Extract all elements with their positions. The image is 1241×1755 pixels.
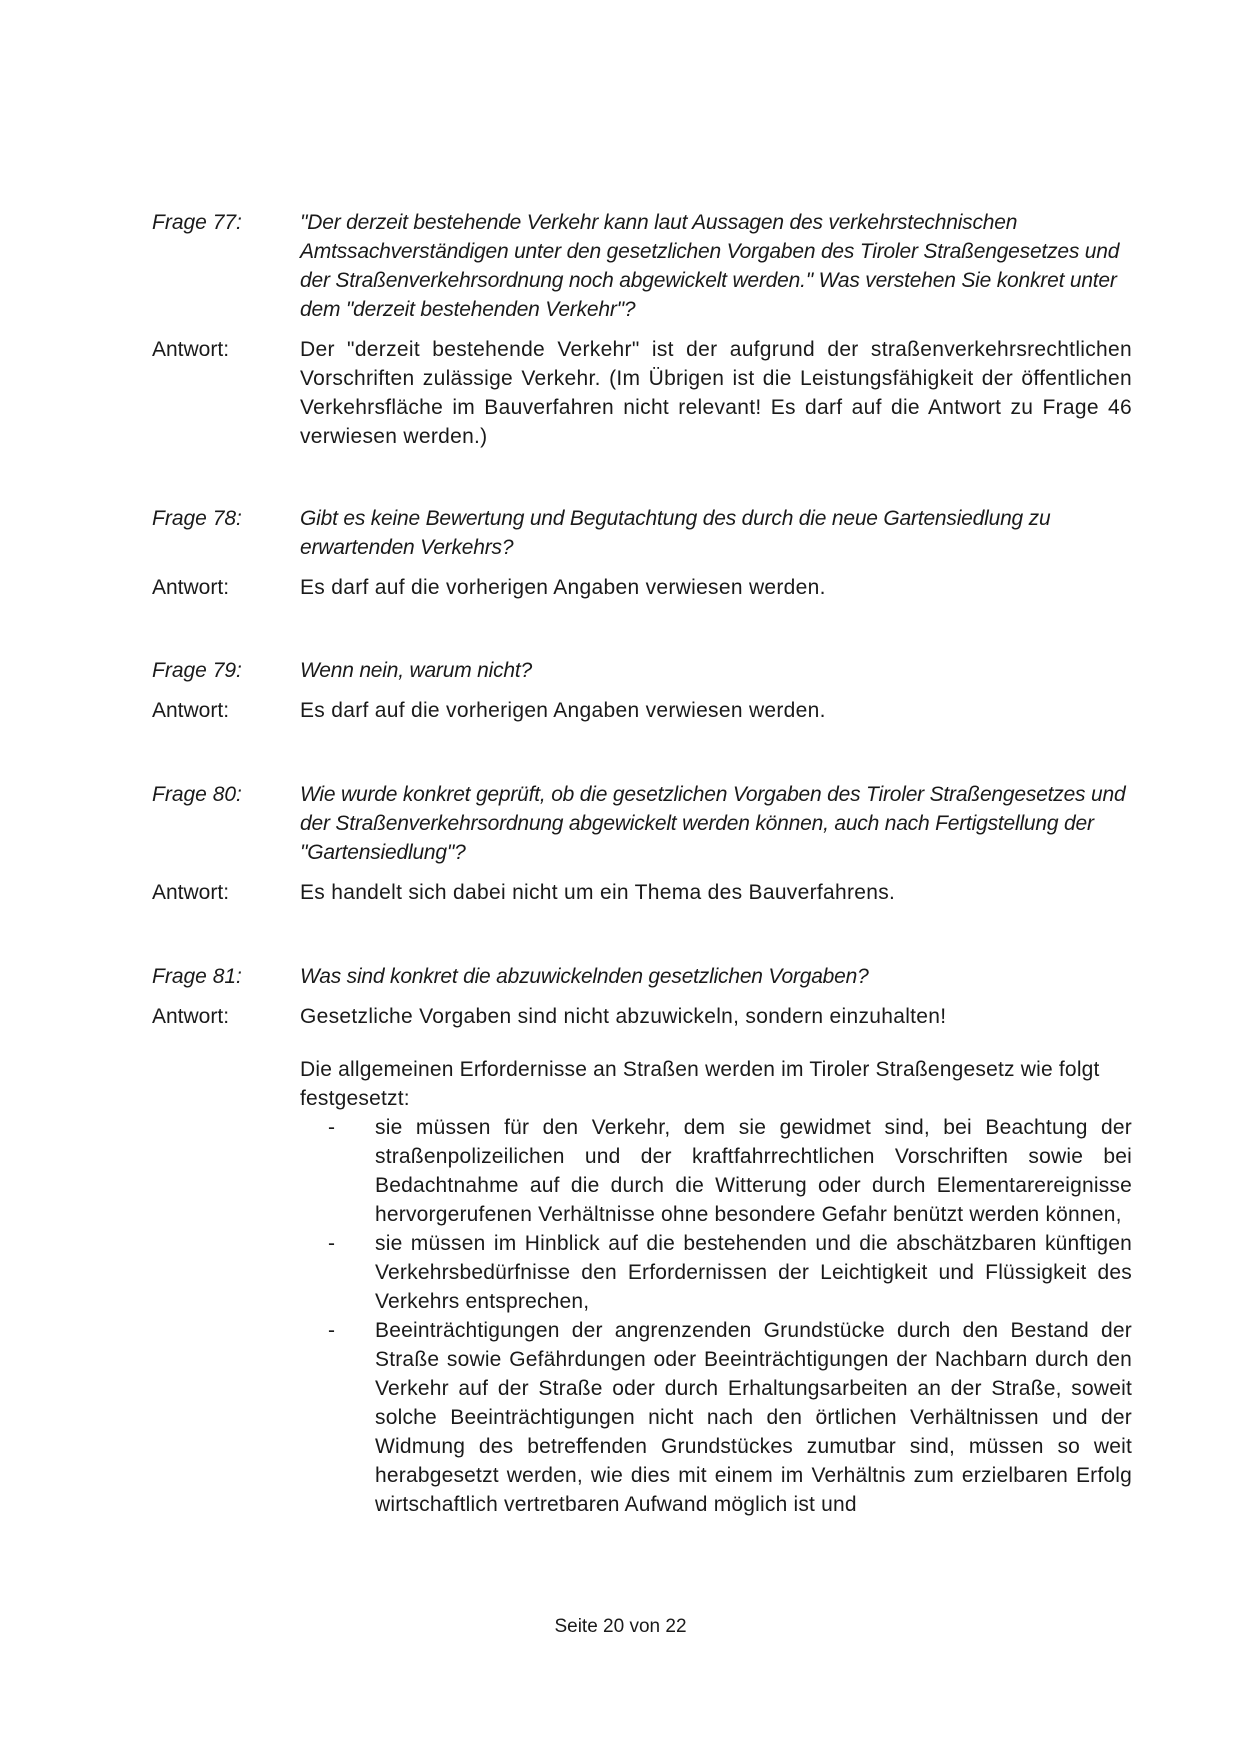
list-item (300, 1113, 1132, 1229)
dash-bullet-icon: - (328, 1319, 335, 1342)
qa-block-78 (152, 504, 1132, 602)
question-text: Gibt es keine Bewertung und Begutachtung des durch die neue Gartensiedlung zu erwartenden Verkehrs? (300, 507, 1051, 559)
question-row (152, 208, 1132, 324)
answer-label: Antwort: (152, 1005, 230, 1028)
question-row (152, 962, 1132, 991)
question-label: Frage 80: (152, 783, 242, 806)
requirements-list (300, 1113, 1132, 1519)
question-text: Wenn nein, warum nicht? (300, 659, 532, 682)
answer-continuation-row (152, 1055, 1132, 1519)
question-row (152, 504, 1132, 562)
answer-label: Antwort: (152, 338, 230, 361)
list-item-text: sie müssen im Hinblick auf die bestehenden und die abschätzbaren künftigen Verkehrsbedürfnisse den Erfordernissen der Leichtigkeit und Flüssigkeit des Verkehrs entsprechen, (375, 1232, 1132, 1313)
answer-row (152, 1002, 1132, 1031)
answer-label: Antwort: (152, 699, 230, 722)
answer-row (152, 696, 1132, 725)
answer-label: Antwort: (152, 576, 230, 599)
answer-text: Gesetzliche Vorgaben sind nicht abzuwickeln, sondern einzuhalten! (300, 1005, 947, 1028)
question-text: "Der derzeit bestehende Verkehr kann laut Aussagen des verkehrstechnischen Amtssachverständigen unter den gesetzlichen Vorgaben des Tiroler Straßengesetzes und der Straßenverkehrsordnung noch abgewickelt werden." Was verstehen Sie konkret unter dem "derzeit bestehenden Verkehr"? (300, 211, 1120, 321)
question-label: Frage 78: (152, 507, 242, 530)
question-row (152, 656, 1132, 685)
dash-bullet-icon: - (328, 1116, 335, 1139)
page-footer: Seite 20 von 22 (554, 1616, 687, 1637)
list-item-text: Beeinträchtigungen der angrenzenden Grundstücke durch den Bestand der Straße sowie Gefährdungen oder Beeinträchtigungen der Nachbarn durch den Verkehr auf der Straße oder durch Erhaltungsarbeiten an der Straße, soweit solche Beeinträchtigungen nicht nach den örtlichen Verhältnissen und der Widmung des betreffenden Grundstückes zumutbar sind, müssen so weit herabgesetzt werden, wie dies mit einem im Verhältnis zum erzielbaren Erfolg wirtschaftlich vertretbaren Aufwand möglich ist und (375, 1319, 1132, 1516)
answer-text: Es darf auf die vorherigen Angaben verwiesen werden. (300, 699, 826, 722)
answer-row (152, 573, 1132, 602)
qa-block-81 (152, 962, 1132, 1519)
question-row (152, 780, 1132, 867)
answer-paragraph (300, 1055, 1132, 1519)
intro-paragraph: Die allgemeinen Erfordernisse an Straßen werden im Tiroler Straßengesetz wie folgt festgesetzt: (300, 1058, 1100, 1110)
question-label: Frage 81: (152, 965, 242, 988)
answer-row (152, 878, 1132, 907)
question-text: Wie wurde konkret geprüft, ob die gesetzlichen Vorgaben des Tiroler Straßengesetzes und der Straßenverkehrsordnung abgewickelt werden können, auch nach Fertigstellung der "Gartensiedlung"? (300, 783, 1126, 864)
list-item (300, 1229, 1132, 1316)
answer-text: Es darf auf die vorherigen Angaben verwiesen werden. (300, 576, 826, 599)
answer-label: Antwort: (152, 881, 230, 904)
list-item (300, 1316, 1132, 1519)
list-item-text: sie müssen für den Verkehr, dem sie gewidmet sind, bei Beachtung der straßenpolizeilichen und der kraftfahrrechtlichen Vorschriften sowie bei Bedachtnahme auf die durch die Witterung oder durch Elementarereignisse hervorgerufenen Verhältnisse ohne besondere Gefahr benützt werden können, (375, 1116, 1132, 1226)
question-label: Frage 79: (152, 659, 242, 682)
question-text: Was sind konkret die abzuwickelnden gesetzlichen Vorgaben? (300, 965, 869, 988)
answer-text: Der "derzeit bestehende Verkehr" ist der aufgrund der straßenverkehrsrechtlichen Vorschriften zulässige Verkehr. (Im Übrigen ist die Leistungsfähigkeit der öffentlichen Verkehrsfläche im Bauverfahren nicht relevant! Es darf auf die Antwort zu Frage 46 verwiesen werden.) (300, 338, 1132, 448)
answer-text: Es handelt sich dabei nicht um ein Thema des Bauverfahrens. (300, 881, 896, 904)
qa-block-77 (152, 208, 1132, 451)
question-label: Frage 77: (152, 211, 242, 234)
qa-block-80 (152, 780, 1132, 907)
dash-bullet-icon: - (328, 1232, 335, 1255)
answer-row (152, 335, 1132, 451)
label-spacer (152, 1055, 300, 1519)
qa-block-79 (152, 656, 1132, 725)
